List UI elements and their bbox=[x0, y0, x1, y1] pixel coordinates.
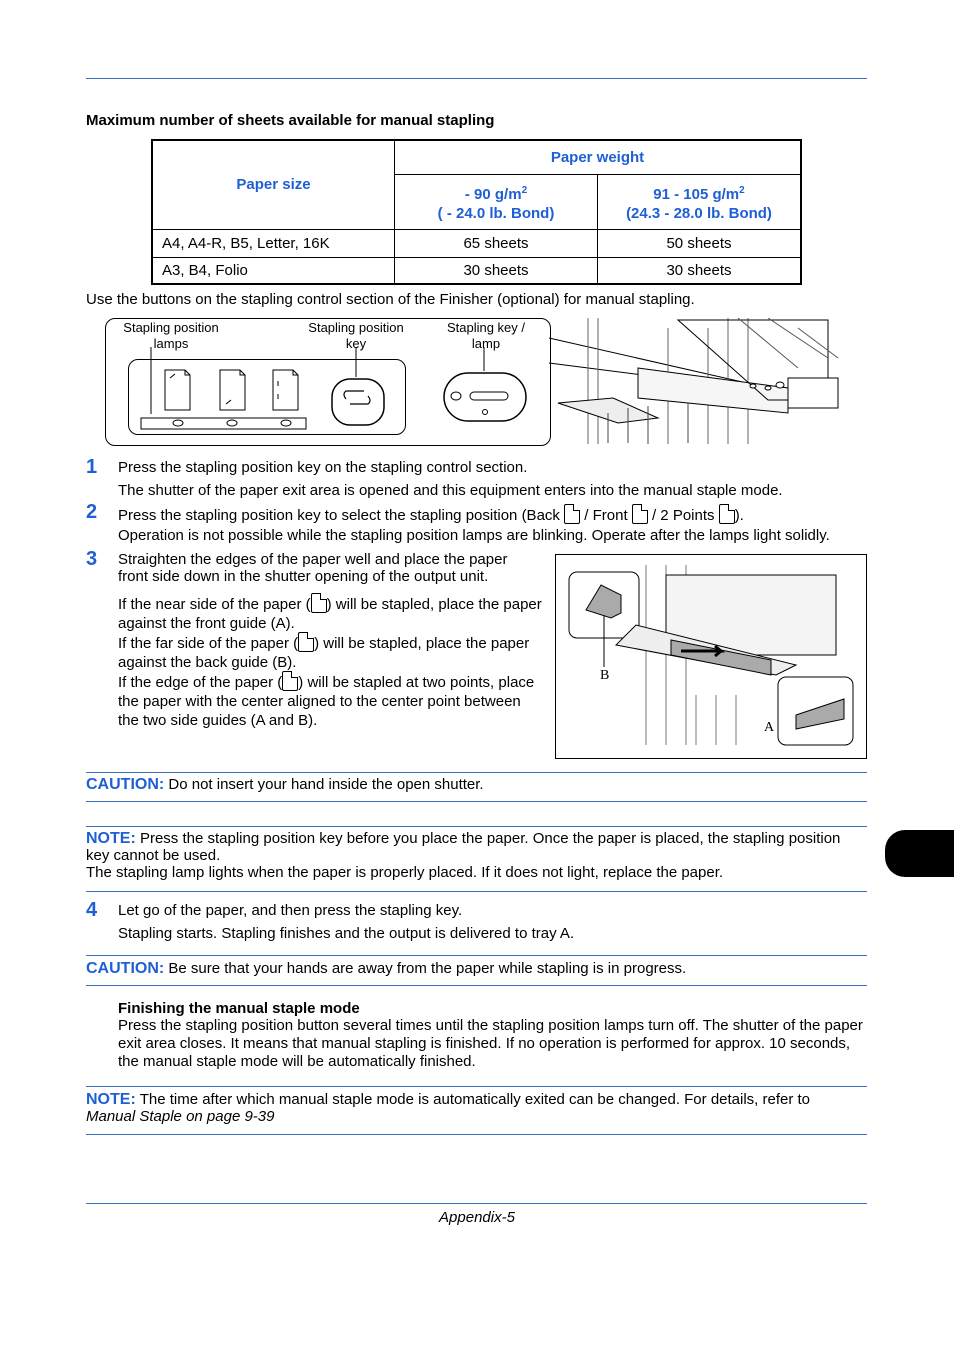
note-block: NOTE: The time after which manual staple mode is automatically exited can be changed. For details, refer to Manual Staple on page 9-39 bbox=[86, 1091, 811, 1125]
step-text: Let go of the paper, and then press the stapling key. bbox=[118, 902, 463, 919]
rule bbox=[86, 985, 867, 986]
label-stapling-position-key: Stapling position key bbox=[308, 320, 404, 351]
finishing-text: Press the stapling position button several times until the stapling position lamps turn off. The shutter of the paper exit area closes. It means that manual stapling is finished. If no operation is performed for approx. 10 seconds, the manual staple mode will be automatically finished. bbox=[118, 1017, 863, 1070]
rule bbox=[86, 1086, 867, 1087]
step-subtext: Operation is not possible while the stapling position lamps are blinking. Operate after the lamps light solidly. bbox=[118, 527, 830, 544]
staple-back-icon bbox=[564, 504, 580, 524]
rule bbox=[86, 1134, 867, 1135]
finisher-illustration bbox=[548, 318, 853, 446]
page-number: Appendix-5 bbox=[439, 1209, 515, 1226]
rule bbox=[86, 955, 867, 956]
table-row bbox=[152, 257, 801, 284]
table-row bbox=[152, 229, 801, 257]
step-subtext: The shutter of the paper exit area is opened and this equipment enters into the manual staple mode. bbox=[118, 482, 783, 499]
panel-drawing bbox=[106, 319, 550, 445]
caution-block: CAUTION: Be sure that your hands are away from the paper while stapling is in progress. bbox=[86, 960, 687, 977]
step-text: Press the stapling position key on the stapling control section. bbox=[118, 459, 528, 476]
guide-label-a: A bbox=[764, 720, 775, 735]
step-number: 4 bbox=[86, 899, 98, 921]
step-text: Press the stapling position key to select the stapling position (Back / Front / 2 Points ). bbox=[118, 504, 744, 525]
rule bbox=[86, 891, 867, 892]
step-paragraph: If the far side of the paper ( ) will be stapled, place the paper against the back guide (B). bbox=[118, 632, 548, 672]
rule bbox=[86, 801, 867, 802]
staple-front-icon bbox=[220, 370, 245, 410]
cell-size: A4, A4-R, B5, Letter, 16K bbox=[152, 229, 395, 257]
header-weight-light: - 90 $g/m^2$ ( - 24.0 lb. Bond) bbox=[395, 174, 598, 229]
step-text: Straighten the edges of the paper well and place the paper front side down in the shutter opening of the output unit. bbox=[118, 551, 508, 585]
header-paper-weight: Paper weight bbox=[395, 140, 802, 174]
header-weight-heavy: 91 - 105 $g/m^2$ (24.3 - 28.0 lb. Bond) bbox=[598, 174, 802, 229]
caution-block: CAUTION: Do not insert your hand inside the open shutter. bbox=[86, 776, 484, 793]
top-rule bbox=[86, 78, 867, 79]
staple-front-icon bbox=[632, 504, 648, 524]
label-stapling-position-lamps: Stapling position lamps bbox=[123, 320, 219, 351]
intro-text: Use the buttons on the stapling control section of the Finisher (optional) for manual stapling. bbox=[86, 291, 695, 308]
step-paragraph: If the edge of the paper ( ) will be stapled at two points, place the paper with the center aligned to the center point between the two side guides (A and B). bbox=[118, 671, 538, 730]
sheets-table bbox=[151, 139, 802, 285]
chapter-tab bbox=[885, 830, 954, 877]
cell-heavy: 30 sheets bbox=[598, 257, 802, 284]
manual-staple-link[interactable]: Manual Staple on page 9-39 bbox=[86, 1108, 275, 1125]
footer-rule bbox=[86, 1203, 867, 1204]
cell-light: 65 sheets bbox=[395, 229, 598, 257]
staple-front-icon bbox=[311, 593, 327, 613]
cell-heavy: 50 sheets bbox=[598, 229, 802, 257]
staple-back-icon bbox=[165, 370, 190, 410]
step-number: 1 bbox=[86, 456, 98, 478]
staple-back-icon bbox=[298, 632, 314, 652]
guide-label-b: B bbox=[600, 668, 610, 683]
label-stapling-key-lamp: Stapling key / lamp bbox=[446, 320, 526, 351]
step-subtext: Stapling starts. Stapling finishes and the output is delivered to tray A. bbox=[118, 925, 575, 942]
finishing-title: Finishing the manual staple mode bbox=[118, 1000, 360, 1017]
cell-size: A3, B4, Folio bbox=[152, 257, 395, 284]
output-unit-figure bbox=[555, 554, 867, 759]
control-panel-figure bbox=[105, 318, 551, 446]
section-title: Maximum number of sheets available for manual stapling bbox=[86, 112, 495, 129]
step-paragraph: If the near side of the paper ( ) will be stapled, place the paper against the front guide (A). bbox=[118, 593, 548, 633]
header-paper-size: Paper size bbox=[152, 140, 395, 229]
staple-two-points-icon bbox=[719, 504, 735, 524]
step-number: 3 bbox=[86, 548, 98, 570]
cell-light: 30 sheets bbox=[395, 257, 598, 284]
output-unit-drawing bbox=[556, 555, 866, 758]
staple-two-points-icon bbox=[282, 671, 298, 691]
rule bbox=[86, 826, 867, 827]
staple-two-points-icon bbox=[273, 370, 298, 410]
step-number: 2 bbox=[86, 501, 98, 523]
note-block: NOTE: Press the stapling position key before you place the paper. Once the paper is placed, the stapling position key cannot be used. The stapling lamp lights when the paper is properly placed. If it does not light, replace the paper. bbox=[86, 830, 841, 881]
rule bbox=[86, 772, 867, 773]
